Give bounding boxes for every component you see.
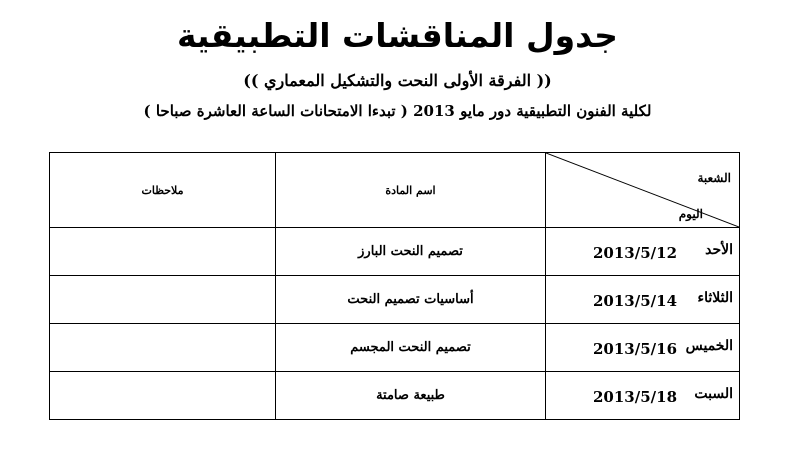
notes-cell — [50, 276, 276, 324]
table-row — [50, 372, 740, 420]
header-day: اليوم — [678, 207, 703, 221]
header-branch: الشعبة — [697, 171, 731, 185]
department-subtitle: (( الفرقة الأولى النحت والتشكيل المعماري )) — [243, 71, 552, 90]
header-branch-day — [546, 153, 740, 228]
table-row — [50, 324, 740, 372]
day-name: الخميس — [685, 338, 733, 354]
notes-cell — [50, 324, 276, 372]
table-row — [50, 276, 740, 324]
exam-date: 2013/5/12 — [593, 244, 678, 262]
schedule-table — [49, 152, 740, 420]
exam-date: 2013/5/18 — [593, 388, 678, 406]
subject-cell: أساسيات تصميم النحت — [276, 276, 546, 324]
diagonal-divider — [546, 153, 739, 227]
notes-cell — [50, 372, 276, 420]
table-row — [50, 228, 740, 276]
subject-cell: تصميم النحت البارز — [276, 228, 546, 276]
notes-cell — [50, 228, 276, 276]
subject-cell: طبيعة صامتة — [276, 372, 546, 420]
subject-cell: تصميم النحت المجسم — [276, 324, 546, 372]
exam-info-subtitle: لكلية الفنون التطبيقية دور مايو 2013 ( تبدءا الامتحانات الساعة العاشرة صباحا ) — [143, 102, 652, 120]
day-name: السبت — [694, 386, 733, 402]
day-cell — [546, 324, 740, 372]
day-cell — [546, 276, 740, 324]
exam-date: 2013/5/16 — [593, 340, 678, 358]
day-name: الأحد — [705, 242, 733, 258]
exam-date: 2013/5/14 — [593, 292, 678, 310]
day-cell — [546, 228, 740, 276]
header-subject: اسم المادة — [276, 153, 546, 228]
page-title: جدول المناقشات التطبيقية — [177, 16, 618, 55]
header-notes: ملاحظات — [50, 153, 276, 228]
day-cell — [546, 372, 740, 420]
header-row — [50, 153, 740, 228]
day-name: الثلاثاء — [697, 290, 733, 306]
